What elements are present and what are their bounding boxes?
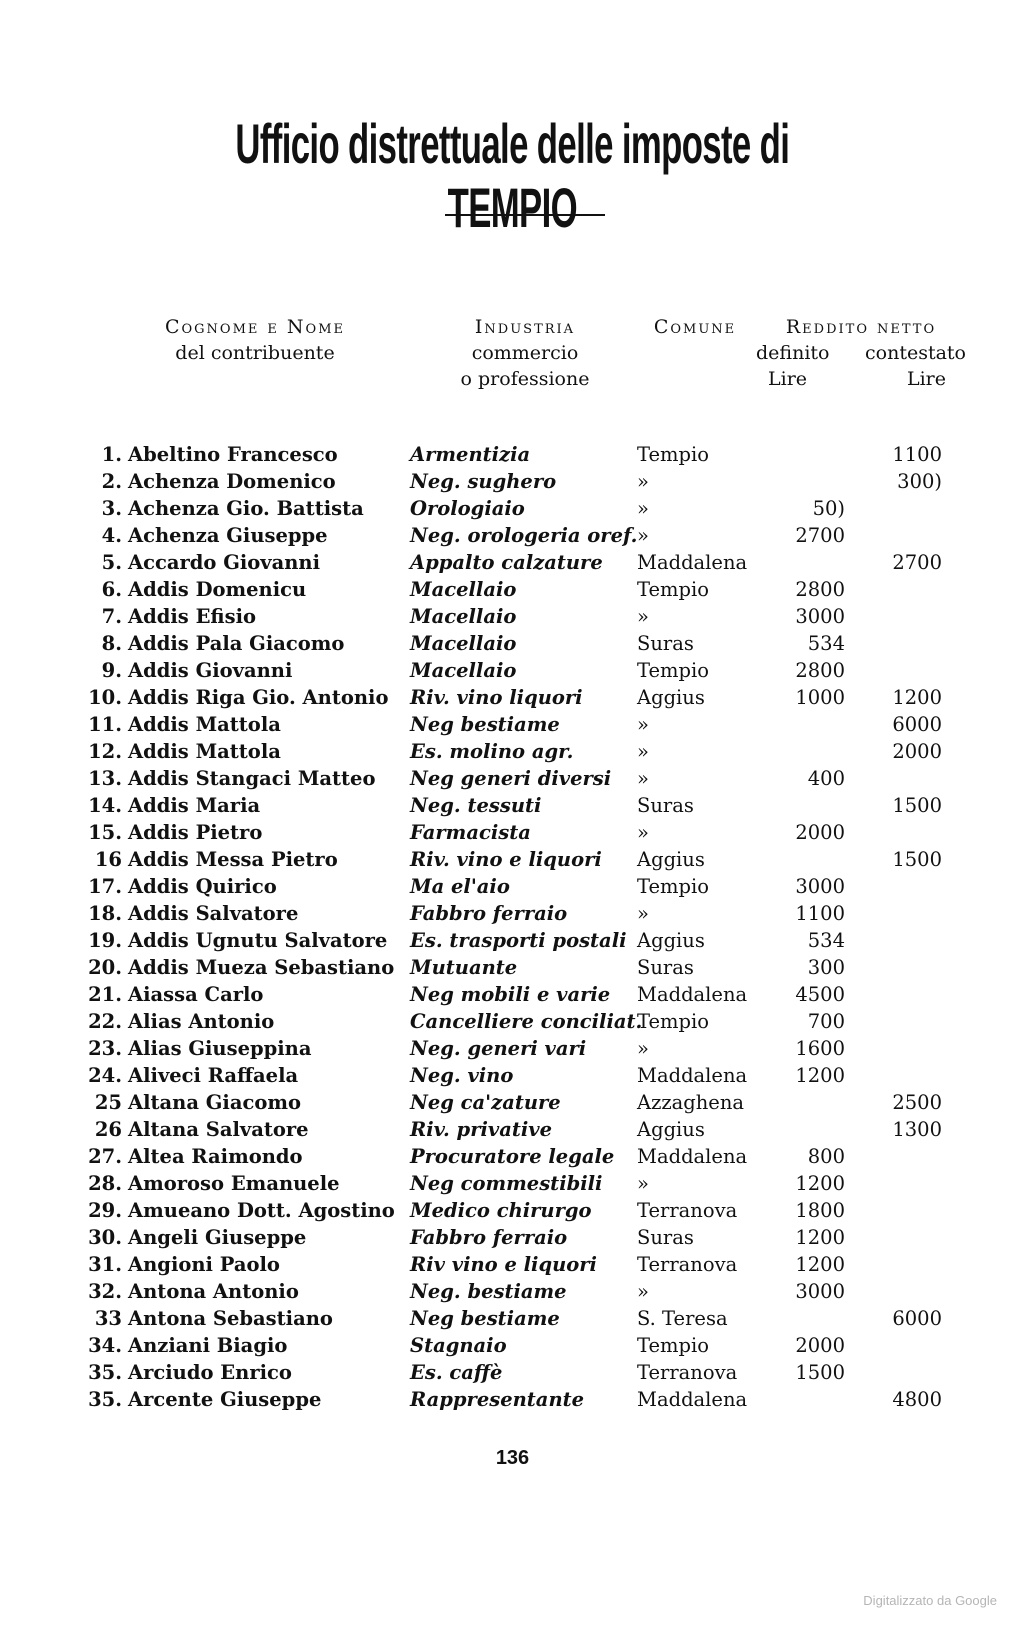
row-number: 10. xyxy=(88,686,122,709)
header-industry xyxy=(450,314,600,392)
comune: » xyxy=(637,713,649,736)
header-name-line2: del contribuente xyxy=(175,342,335,364)
comune: » xyxy=(637,1172,649,1195)
table-row xyxy=(0,578,1025,605)
comune: Suras xyxy=(637,794,694,817)
row-number: 19. xyxy=(88,929,122,952)
reddito-definito: 3000 xyxy=(795,1280,845,1303)
reddito-contestato: 2500 xyxy=(892,1091,942,1114)
table-row xyxy=(0,1064,1025,1091)
comune: Tempio xyxy=(637,1010,709,1033)
taxpayer-name: Addis Pietro xyxy=(128,821,263,844)
header-reddito xyxy=(756,314,966,392)
comune: » xyxy=(637,740,649,763)
comune: Suras xyxy=(637,632,694,655)
comune: Azzaghena xyxy=(637,1091,745,1114)
header-industry-line3: o professione xyxy=(460,368,590,390)
row-number: 14. xyxy=(88,794,122,817)
comune: » xyxy=(637,821,649,844)
page-title: Ufficio distrettuale delle imposte di TEMPIO xyxy=(235,112,790,239)
comune: S. Teresa xyxy=(637,1307,728,1330)
reddito-definito: 1100 xyxy=(795,902,845,925)
taxpayer-name: Antona Sebastiano xyxy=(128,1307,333,1330)
table-row xyxy=(0,1145,1025,1172)
comune: Tempio xyxy=(637,443,709,466)
comune: Terranova xyxy=(637,1361,738,1384)
comune: Tempio xyxy=(637,578,709,601)
taxpayer-name: Alias Giuseppina xyxy=(128,1037,312,1060)
row-number: 31. xyxy=(88,1253,122,1276)
row-number: 11. xyxy=(88,713,122,736)
reddito-contestato: 4800 xyxy=(892,1388,942,1411)
comune: » xyxy=(637,902,649,925)
industry: Cancelliere conciliat. xyxy=(410,1010,643,1033)
taxpayer-list xyxy=(0,443,1025,1415)
reddito-definito: 2700 xyxy=(795,524,845,547)
industry: Riv. vino e liquori xyxy=(410,848,602,871)
row-number: 4. xyxy=(101,524,122,547)
table-row xyxy=(0,713,1025,740)
comune: Aggius xyxy=(637,848,705,871)
table-row xyxy=(0,1361,1025,1388)
table-row xyxy=(0,875,1025,902)
industry: Neg. tessuti xyxy=(410,794,542,817)
taxpayer-name: Addis Mattola xyxy=(128,740,281,763)
table-row xyxy=(0,1334,1025,1361)
row-number: 20. xyxy=(88,956,122,979)
industry: Farmacista xyxy=(410,821,531,844)
header-comune-label: Comune xyxy=(653,316,737,338)
industry: Es. caffè xyxy=(410,1361,503,1384)
row-number: 18. xyxy=(88,902,122,925)
table-row xyxy=(0,1388,1025,1415)
reddito-contestato: 1200 xyxy=(892,686,942,709)
reddito-definito: 1800 xyxy=(795,1199,845,1222)
industry: Neg. bestiame xyxy=(410,1280,567,1303)
header-lire xyxy=(756,366,966,392)
taxpayer-name: Altana Salvatore xyxy=(128,1118,309,1141)
row-number: 12. xyxy=(88,740,122,763)
table-row xyxy=(0,1118,1025,1145)
reddito-contestato: 6000 xyxy=(892,1307,942,1330)
industry: Neg. vino xyxy=(410,1064,514,1087)
comune: » xyxy=(637,470,649,493)
row-number: 32. xyxy=(88,1280,122,1303)
industry: Neg ca'zature xyxy=(410,1091,561,1114)
taxpayer-name: Achenza Domenico xyxy=(128,470,336,493)
header-reddito-sub xyxy=(756,340,966,366)
taxpayer-name: Addis Quirico xyxy=(128,875,277,898)
table-row xyxy=(0,767,1025,794)
reddito-definito: 3000 xyxy=(795,875,845,898)
table-row xyxy=(0,929,1025,956)
row-number: 3. xyxy=(101,497,122,520)
table-row xyxy=(0,1280,1025,1307)
row-number: 23. xyxy=(88,1037,122,1060)
comune: Terranova xyxy=(637,1199,738,1222)
taxpayer-name: Addis Efisio xyxy=(128,605,257,628)
industry: Orologiaio xyxy=(410,497,525,520)
comune: Terranova xyxy=(637,1253,738,1276)
taxpayer-name: Arciudo Enrico xyxy=(128,1361,292,1384)
reddito-definito: 400 xyxy=(807,767,845,790)
industry: Riv vino e liquori xyxy=(410,1253,597,1276)
taxpayer-name: Addis Pala Giacomo xyxy=(128,632,345,655)
table-row xyxy=(0,1010,1025,1037)
industry: Neg. orologeria oref. xyxy=(410,524,638,547)
table-row xyxy=(0,1037,1025,1064)
row-number: 34. xyxy=(88,1334,122,1357)
reddito-definito: 4500 xyxy=(795,983,845,1006)
row-number: 1. xyxy=(101,443,122,466)
table-row xyxy=(0,686,1025,713)
comune: » xyxy=(637,524,649,547)
industry: Macellaio xyxy=(410,632,517,655)
header-lire-contestato: Lire xyxy=(906,368,946,390)
comune: Suras xyxy=(637,1226,694,1249)
table-row xyxy=(0,902,1025,929)
header-name xyxy=(130,314,380,366)
comune: » xyxy=(637,1280,649,1303)
industry: Neg bestiame xyxy=(410,713,560,736)
table-row xyxy=(0,983,1025,1010)
table-row xyxy=(0,632,1025,659)
comune: Suras xyxy=(637,956,694,979)
reddito-definito: 1200 xyxy=(795,1226,845,1249)
table-row xyxy=(0,956,1025,983)
taxpayer-name: Addis Salvatore xyxy=(128,902,299,925)
taxpayer-name: Addis Messa Pietro xyxy=(128,848,338,871)
taxpayer-name: Achenza Giuseppe xyxy=(128,524,328,547)
taxpayer-name: Amoroso Emanuele xyxy=(128,1172,340,1195)
row-number: 9. xyxy=(101,659,122,682)
table-row xyxy=(0,740,1025,767)
taxpayer-name: Addis Mueza Sebastiano xyxy=(128,956,395,979)
row-number: 35. xyxy=(88,1361,122,1384)
comune: Maddalena xyxy=(637,1145,748,1168)
reddito-definito: 50) xyxy=(812,497,845,520)
industry: Neg generi diversi xyxy=(410,767,612,790)
industry: Neg bestiame xyxy=(410,1307,560,1330)
comune: Tempio xyxy=(637,875,709,898)
row-number: 17. xyxy=(88,875,122,898)
industry: Fabbro ferraio xyxy=(410,1226,568,1249)
industry: Procuratore legale xyxy=(410,1145,615,1168)
taxpayer-name: Abeltino Francesco xyxy=(128,443,338,466)
reddito-definito: 2000 xyxy=(795,821,845,844)
digitization-footer: Digitalizzato da Google xyxy=(863,1593,997,1608)
comune: » xyxy=(637,605,649,628)
reddito-definito: 700 xyxy=(807,1010,845,1033)
industry: Neg. sughero xyxy=(410,470,557,493)
reddito-definito: 1600 xyxy=(795,1037,845,1060)
table-row xyxy=(0,1253,1025,1280)
row-number: 28. xyxy=(88,1172,122,1195)
table-row xyxy=(0,497,1025,524)
header-name-line1: Cognome e Nome xyxy=(164,316,346,338)
reddito-contestato: 2700 xyxy=(892,551,942,574)
industry: Rappresentante xyxy=(410,1388,585,1411)
taxpayer-name: Addis Ugnutu Salvatore xyxy=(128,929,388,952)
row-number: 6. xyxy=(101,578,122,601)
header-comune xyxy=(640,314,750,340)
comune: » xyxy=(637,497,649,520)
industry: Neg. generi vari xyxy=(410,1037,587,1060)
table-row xyxy=(0,659,1025,686)
reddito-definito: 2800 xyxy=(795,578,845,601)
row-number: 16 xyxy=(94,848,122,871)
table-row xyxy=(0,821,1025,848)
header-industry-line1: Industria xyxy=(474,316,576,338)
reddito-contestato: 1500 xyxy=(892,794,942,817)
taxpayer-name: Antona Antonio xyxy=(128,1280,299,1303)
header-lire-definito: Lire xyxy=(768,368,808,390)
comune: Maddalena xyxy=(637,551,748,574)
comune: Maddalena xyxy=(637,1388,748,1411)
industry: Medico chirurgo xyxy=(410,1199,592,1222)
taxpayer-name: Aliveci Raffaela xyxy=(128,1064,299,1087)
reddito-definito: 2000 xyxy=(795,1334,845,1357)
reddito-contestato: 1300 xyxy=(892,1118,942,1141)
industry: Ma el'aio xyxy=(410,875,510,898)
reddito-definito: 300 xyxy=(807,956,845,979)
industry: Mutuante xyxy=(410,956,518,979)
reddito-contestato: 1500 xyxy=(892,848,942,871)
table-row xyxy=(0,794,1025,821)
row-number: 8. xyxy=(101,632,122,655)
reddito-definito: 534 xyxy=(807,929,845,952)
reddito-contestato: 300) xyxy=(897,470,942,493)
comune: Tempio xyxy=(637,1334,709,1357)
row-number: 13. xyxy=(88,767,122,790)
taxpayer-name: Arcente Giuseppe xyxy=(128,1388,322,1411)
table-row xyxy=(0,605,1025,632)
row-number: 26 xyxy=(94,1118,122,1141)
row-number: 24. xyxy=(88,1064,122,1087)
taxpayer-name: Addis Stangaci Matteo xyxy=(128,767,376,790)
table-row xyxy=(0,1091,1025,1118)
comune: Aggius xyxy=(637,1118,705,1141)
header-definito: definito xyxy=(756,342,830,364)
row-number: 15. xyxy=(88,821,122,844)
taxpayer-name: Angeli Giuseppe xyxy=(128,1226,307,1249)
industry: Appalto calzature xyxy=(410,551,603,574)
comune: » xyxy=(637,1037,649,1060)
reddito-definito: 3000 xyxy=(795,605,845,628)
taxpayer-name: Addis Maria xyxy=(128,794,261,817)
industry: Macellaio xyxy=(410,659,517,682)
table-row xyxy=(0,443,1025,470)
comune: Aggius xyxy=(637,929,705,952)
page-number: 136 xyxy=(495,1447,530,1469)
reddito-definito: 1200 xyxy=(795,1064,845,1087)
table-row xyxy=(0,1307,1025,1334)
industry: Riv. vino liquori xyxy=(410,686,583,709)
table-row xyxy=(0,848,1025,875)
reddito-definito: 1500 xyxy=(795,1361,845,1384)
taxpayer-name: Addis Mattola xyxy=(128,713,281,736)
row-number: 25 xyxy=(94,1091,122,1114)
industry: Es. trasporti postali xyxy=(410,929,627,952)
industry: Macellaio xyxy=(410,578,517,601)
reddito-definito: 2800 xyxy=(795,659,845,682)
taxpayer-name: Achenza Gio. Battista xyxy=(128,497,364,520)
title-rule xyxy=(445,214,605,216)
comune: Maddalena xyxy=(637,1064,748,1087)
taxpayer-name: Aiassa Carlo xyxy=(128,983,264,1006)
row-number: 29. xyxy=(88,1199,122,1222)
row-number: 33 xyxy=(94,1307,122,1330)
row-number: 27. xyxy=(88,1145,122,1168)
reddito-definito: 800 xyxy=(807,1145,845,1168)
reddito-definito: 1200 xyxy=(795,1253,845,1276)
row-number: 21. xyxy=(88,983,122,1006)
table-row xyxy=(0,1226,1025,1253)
row-number: 2. xyxy=(101,470,122,493)
row-number: 35. xyxy=(88,1388,122,1411)
header-reddito-line1: Reddito netto xyxy=(785,316,937,338)
table-row xyxy=(0,551,1025,578)
taxpayer-name: Anziani Biagio xyxy=(128,1334,288,1357)
comune: Maddalena xyxy=(637,983,748,1006)
reddito-contestato: 6000 xyxy=(892,713,942,736)
table-row xyxy=(0,470,1025,497)
comune: » xyxy=(637,767,649,790)
industry: Macellaio xyxy=(410,605,517,628)
taxpayer-name: Addis Riga Gio. Antonio xyxy=(128,686,389,709)
taxpayer-name: Addis Domenicu xyxy=(128,578,307,601)
industry: Neg commestibili xyxy=(410,1172,603,1195)
industry: Fabbro ferraio xyxy=(410,902,568,925)
row-number: 7. xyxy=(101,605,122,628)
reddito-contestato: 2000 xyxy=(892,740,942,763)
row-number: 30. xyxy=(88,1226,122,1249)
table-row xyxy=(0,1199,1025,1226)
industry: Neg mobili e varie xyxy=(410,983,611,1006)
reddito-definito: 1200 xyxy=(795,1172,845,1195)
taxpayer-name: Altana Giacomo xyxy=(128,1091,301,1114)
taxpayer-name: Alias Antonio xyxy=(128,1010,275,1033)
taxpayer-name: Angioni Paolo xyxy=(128,1253,280,1276)
reddito-definito: 534 xyxy=(807,632,845,655)
industry: Riv. privative xyxy=(410,1118,552,1141)
reddito-definito: 1000 xyxy=(795,686,845,709)
header-contestato: contestato xyxy=(865,342,966,364)
comune: Aggius xyxy=(637,686,705,709)
taxpayer-name: Amueano Dott. Agostino xyxy=(128,1199,395,1222)
table-row xyxy=(0,1172,1025,1199)
reddito-contestato: 1100 xyxy=(892,443,942,466)
industry: Es. molino agr. xyxy=(410,740,574,763)
header-industry-line2: commercio xyxy=(471,342,579,364)
industry: Armentizia xyxy=(410,443,531,466)
table-row xyxy=(0,524,1025,551)
comune: Tempio xyxy=(637,659,709,682)
taxpayer-name: Accardo Giovanni xyxy=(128,551,321,574)
taxpayer-name: Altea Raimondo xyxy=(128,1145,303,1168)
taxpayer-name: Addis Giovanni xyxy=(128,659,293,682)
row-number: 22. xyxy=(88,1010,122,1033)
row-number: 5. xyxy=(101,551,122,574)
industry: Stagnaio xyxy=(410,1334,507,1357)
